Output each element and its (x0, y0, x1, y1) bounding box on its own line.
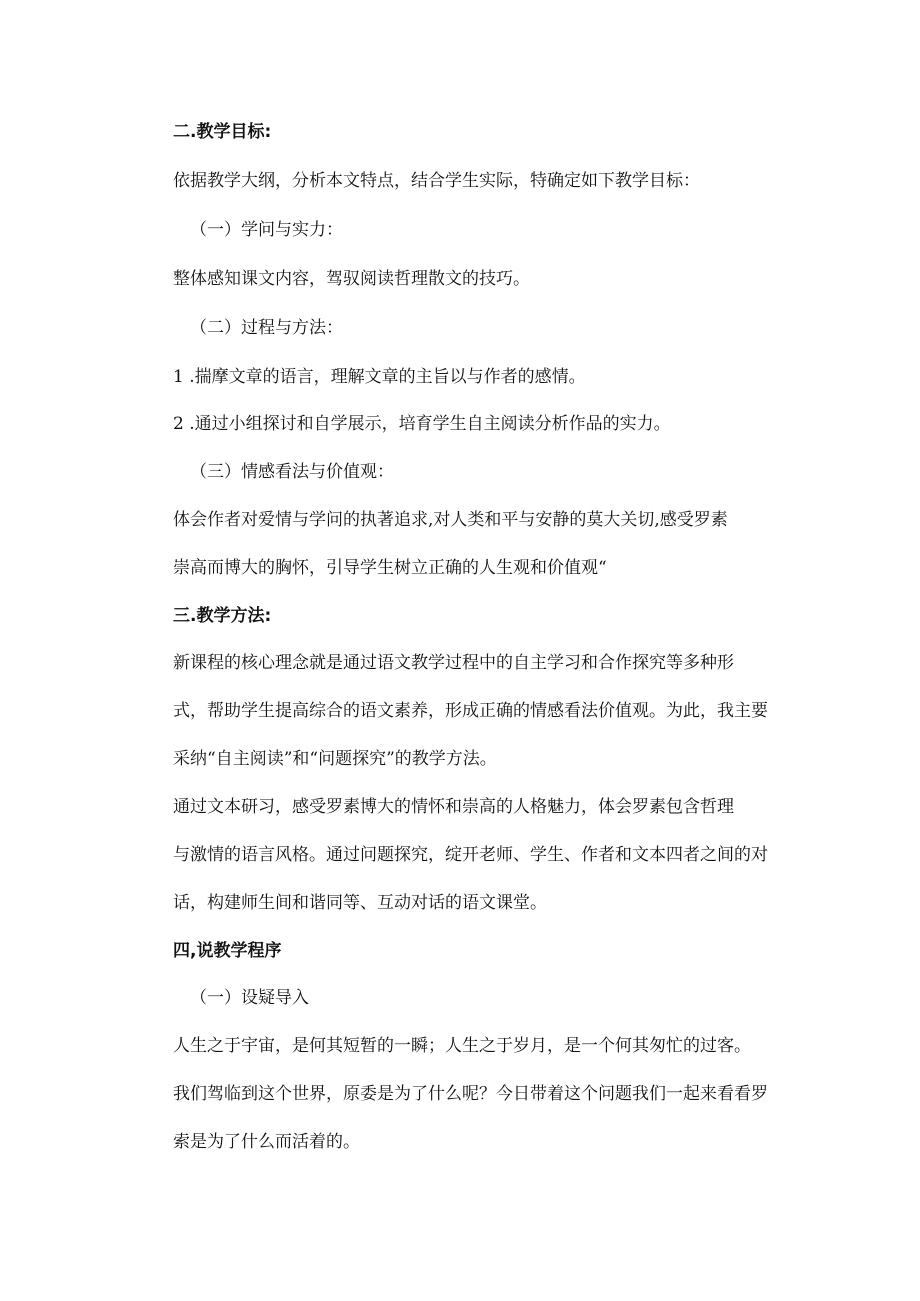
paragraph-methods-1-line2: 式，帮助学生提高综合的语文素养，形成正确的情感看法价值观。为此，我主要 (173, 701, 768, 721)
section-heading-teaching-methods: 三.教学方法: (173, 606, 272, 626)
paragraph-methods-2-line1: 通过文本研习，感受罗素博大的情怀和崇高的人格魅力，体会罗素包含哲理 (173, 797, 734, 817)
section-heading-teaching-procedure: 四,说教学程序 (173, 941, 282, 961)
paragraph-lead-in-line3: 索是为了什么而活着的。 (173, 1132, 360, 1152)
paragraph-knowledge-ability: 整体感知课文内容，驾驭阅读哲理散文的技巧。 (173, 269, 530, 289)
list-item-process-2: 2 .通过小组探讨和自学展示，培育学生自主阅读分析作品的实力。 (173, 414, 671, 434)
paragraph-methods-2-line2: 与激情的语言风格。通过问题探究，绽开老师、学生、作者和文本四者之间的对 (173, 845, 768, 865)
paragraph-methods-2-line3: 话，构建师生间和谐同等、互动对话的语文课堂。 (173, 893, 547, 913)
list-item-process-1: 1 .揣摩文章的语言，理解文章的主旨以与作者的感情。 (173, 367, 586, 387)
paragraph-emotion-values-line1: 体会作者对爱情与学问的执著追求,对人类和平与安静的莫大关切,感受罗素 (173, 510, 728, 530)
section-heading-teaching-goals: 二.教学目标: (173, 122, 272, 142)
subheading-emotion-values: （三）情感看法与价值观： (190, 462, 394, 482)
paragraph-methods-1-line1: 新课程的核心理念就是通过语文教学过程中的自主学习和合作探究等多种形 (173, 653, 734, 673)
paragraph-lead-in-line1: 人生之于宇宙，是何其短暂的一瞬；人生之于岁月，是一个何其匆忙的过客。 (173, 1036, 751, 1056)
subheading-lead-in: （一）设疑导入 (190, 988, 309, 1008)
subheading-process-method: （二）过程与方法： (190, 318, 343, 338)
subheading-knowledge-ability: （一）学问与实力： (190, 220, 343, 240)
paragraph-emotion-values-line2: 崇高而博大的胸怀，引导学生树立正确的人生观和价值观“ (173, 558, 607, 578)
paragraph-goals-intro: 依据教学大纲，分析本文特点，结合学生实际，特确定如下教学目标： (173, 171, 700, 191)
paragraph-lead-in-line2: 我们驾临到这个世界，原委是为了什么呢？今日带着这个问题我们一起来看看罗 (173, 1084, 768, 1104)
paragraph-methods-1-line3: 采纳“自主阅读”和“问题探究”的教学方法。 (173, 749, 497, 769)
